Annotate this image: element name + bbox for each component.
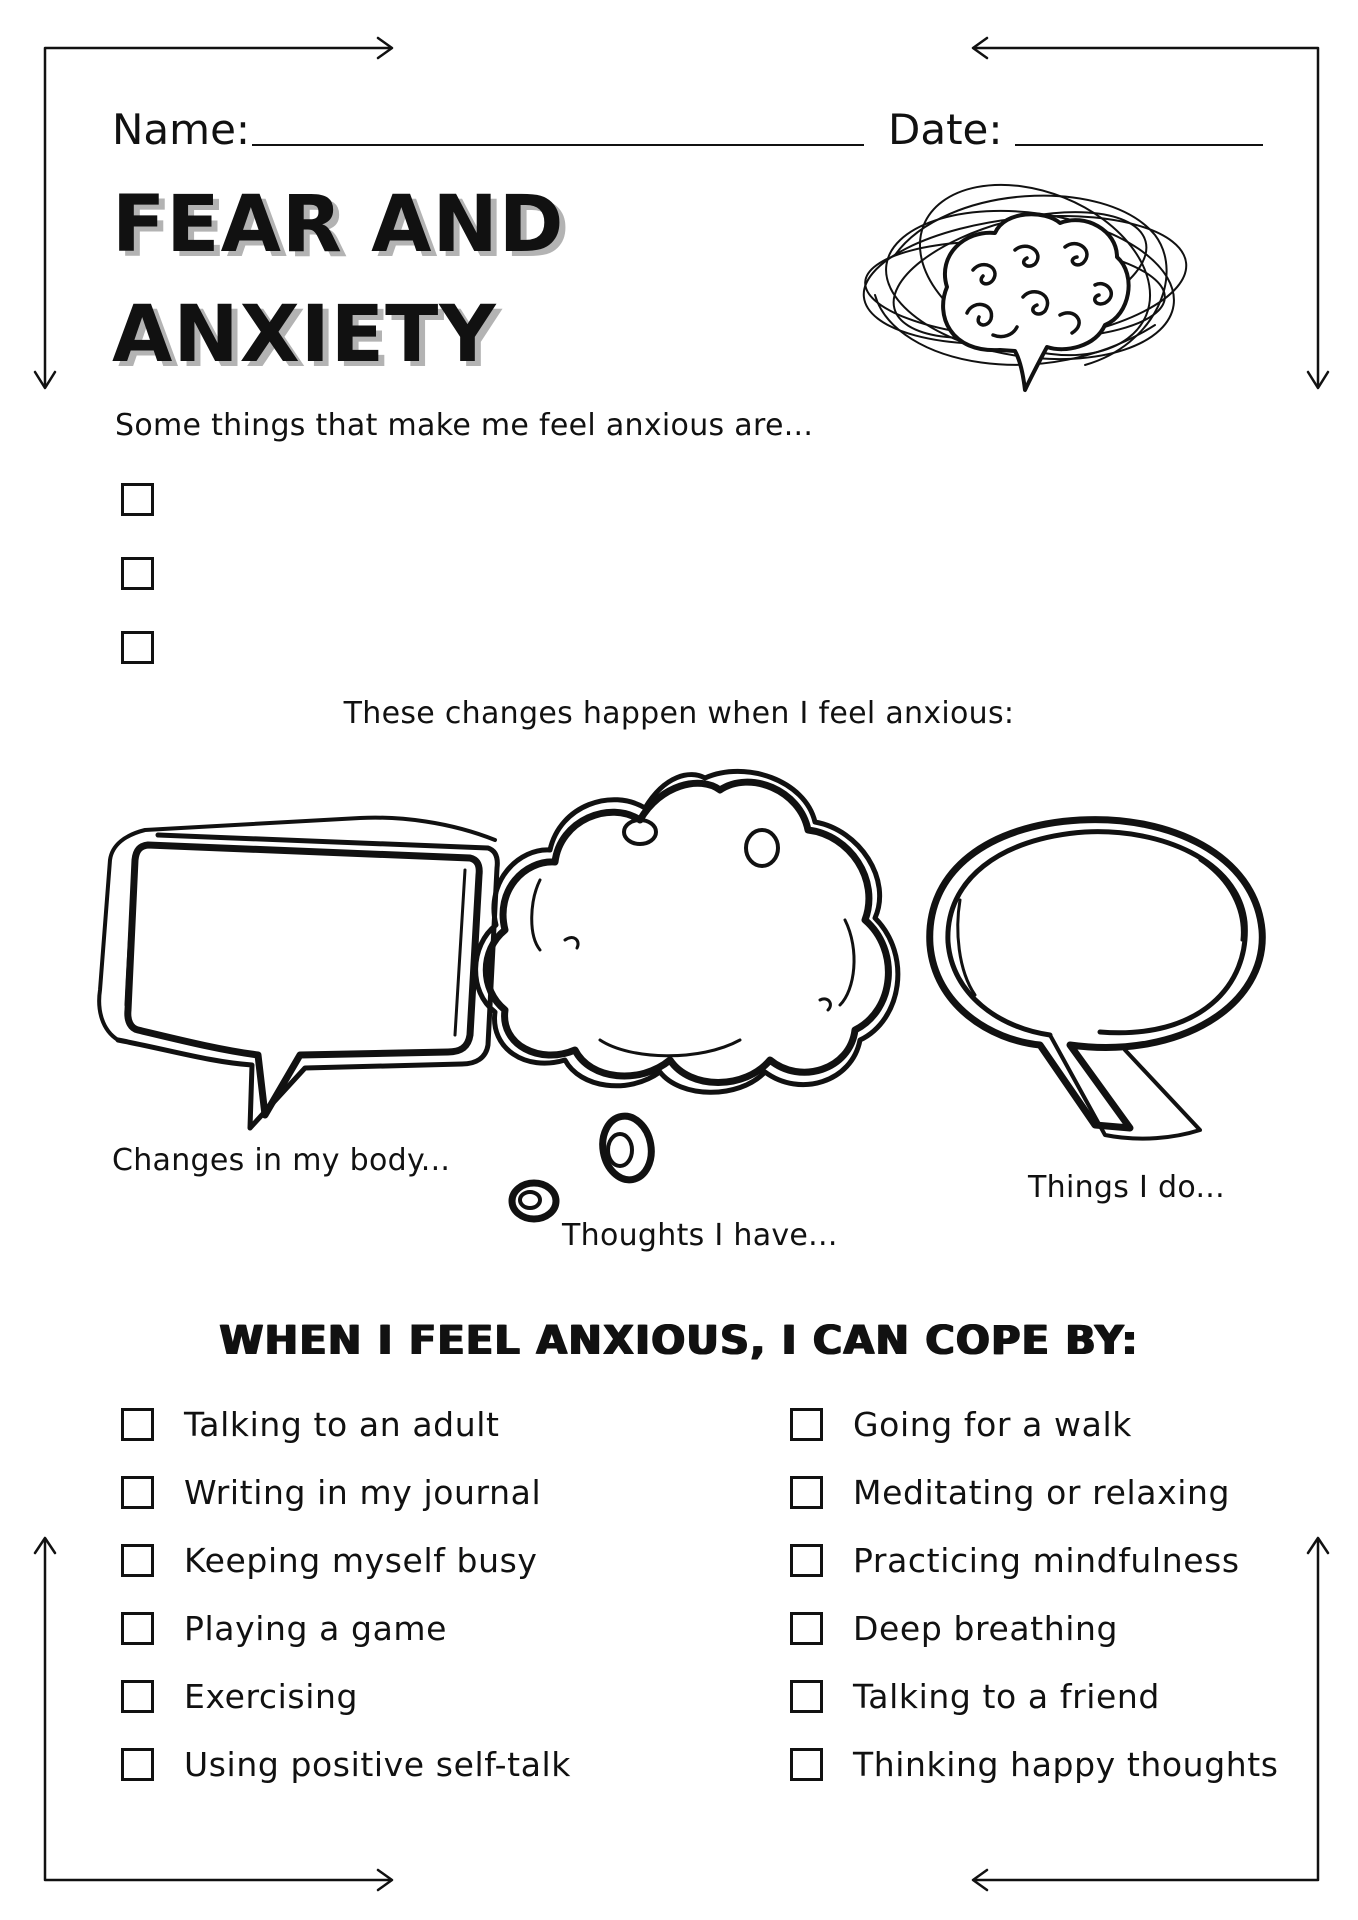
coping-option-label: Keeping myself busy	[184, 1540, 538, 1580]
coping-option[interactable]	[121, 1608, 571, 1648]
coping-option[interactable]	[790, 1676, 1279, 1716]
coping-option-label: Practicing mindfulness	[853, 1540, 1240, 1580]
speech-bubble-icon	[99, 818, 497, 1128]
coping-option[interactable]	[121, 1676, 571, 1716]
actions-caption: Things I do...	[1028, 1170, 1225, 1205]
checkbox-icon[interactable]	[790, 1680, 823, 1713]
coping-option[interactable]	[790, 1472, 1279, 1512]
coping-option[interactable]	[121, 1540, 571, 1580]
name-label: Name:	[112, 105, 251, 154]
anxious-things-prompt: Some things that make me feel anxious are...	[115, 408, 814, 443]
coping-option-label: Playing a game	[184, 1608, 448, 1648]
coping-option[interactable]	[790, 1540, 1279, 1580]
title-line-1: FEAR AND	[112, 180, 565, 270]
coping-option-label: Going for a walk	[853, 1404, 1132, 1444]
coping-option-label: Talking to an adult	[184, 1404, 500, 1444]
checkbox-icon[interactable]	[790, 1544, 823, 1577]
coping-heading: WHEN I FEEL ANXIOUS, I CAN COPE BY:	[219, 1318, 1139, 1364]
checkbox-icon[interactable]	[790, 1408, 823, 1441]
thought-cloud-icon	[476, 771, 898, 1219]
coping-option-label: Meditating or relaxing	[853, 1472, 1231, 1512]
coping-option[interactable]	[790, 1608, 1279, 1648]
changes-prompt: These changes happen when I feel anxious:	[343, 696, 1015, 731]
title-line-2: ANXIETY	[112, 290, 497, 380]
checkbox-icon[interactable]	[121, 1680, 154, 1713]
coping-option-label: Writing in my journal	[184, 1472, 542, 1512]
coping-list-right	[790, 1404, 1279, 1812]
coping-option-label: Talking to a friend	[853, 1676, 1160, 1716]
coping-option[interactable]	[121, 1744, 571, 1784]
checkbox-icon[interactable]	[790, 1748, 823, 1781]
coping-option[interactable]	[121, 1472, 571, 1512]
coping-option[interactable]	[121, 1404, 571, 1444]
checkbox-icon[interactable]	[121, 1748, 154, 1781]
checkbox-icon[interactable]	[121, 1612, 154, 1645]
checkbox-icon[interactable]	[121, 1476, 154, 1509]
coping-list-left	[121, 1404, 571, 1812]
coping-option-label: Deep breathing	[853, 1608, 1119, 1648]
coping-option[interactable]	[790, 1404, 1279, 1444]
body-changes-caption: Changes in my body...	[112, 1143, 451, 1178]
checkbox-icon[interactable]	[790, 1612, 823, 1645]
coping-option-label: Exercising	[184, 1676, 359, 1716]
thoughts-caption: Thoughts I have...	[562, 1218, 838, 1253]
date-label: Date:	[888, 105, 1003, 154]
checkbox-icon[interactable]	[121, 1544, 154, 1577]
checkbox-icon[interactable]	[790, 1476, 823, 1509]
checkbox-icon[interactable]	[121, 1408, 154, 1441]
coping-option-label: Using positive self-talk	[184, 1744, 572, 1784]
coping-option-label: Thinking happy thoughts	[853, 1744, 1279, 1784]
coping-option[interactable]	[790, 1744, 1279, 1784]
speech-bubble-icon	[930, 820, 1263, 1139]
